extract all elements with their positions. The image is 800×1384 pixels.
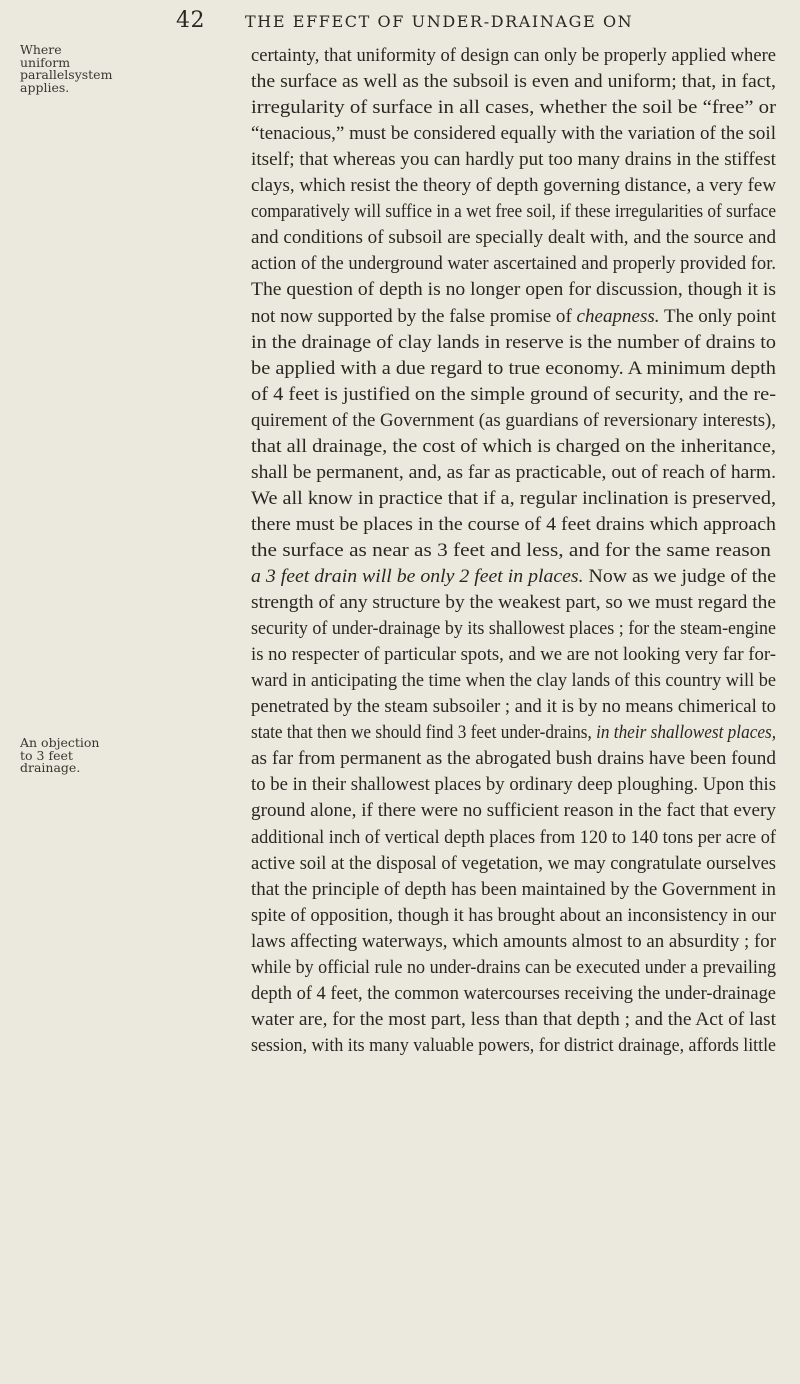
text-line: laws affecting waterways, which amounts almost to an absurdity ; for bbox=[251, 930, 776, 952]
text-line: action of the underground water ascertained and properly provided for. bbox=[251, 253, 776, 275]
text-line: spite of opposition, though it has brought about an inconsistency in our bbox=[251, 904, 776, 926]
text-line: while by official rule no under-drains can be executed under a prevailing bbox=[251, 956, 776, 978]
text-line: that the principle of depth has been maintained by the Government in bbox=[251, 878, 776, 900]
margin-note-line: Where bbox=[20, 42, 62, 57]
margin-note-line: uniform bbox=[20, 54, 71, 70]
running-head: THE EFFECT OF UNDER-DRAINAGE ON bbox=[245, 12, 634, 31]
text-line: penetrated by the steam subsoiler ; and it is by no means chimerical to bbox=[251, 696, 776, 718]
text-line: clays, which resist the theory of depth governing distance, a very few bbox=[251, 175, 776, 197]
text-line: comparatively will suffice in a wet free soil, if these irregularities of surface bbox=[251, 201, 776, 223]
text-line: a 3 feet drain will be only 2 feet in places. Now as we judge of the bbox=[251, 566, 776, 587]
margin-note-line: parallelsystem bbox=[20, 67, 113, 82]
text-line: “tenacious,” must be considered equally with the variation of the soil bbox=[251, 123, 776, 145]
text-line: as far from permanent as the abrogated bush drains have been found bbox=[251, 748, 776, 770]
text-line: itself; that whereas you can hardly put too many drains in the stiffest bbox=[251, 149, 776, 171]
text-line: strength of any structure by the weakest part, so we must regard the bbox=[251, 592, 776, 614]
margin-note-line: to 3 feet bbox=[20, 747, 73, 763]
text-line: in the drainage of clay lands in reserve is the number of drains to bbox=[251, 331, 776, 353]
text-line: of 4 feet is justified on the simple ground of security, and the re- bbox=[251, 383, 776, 405]
text-line: and conditions of subsoil are specially dealt with, and the source and bbox=[251, 227, 776, 249]
text-line: additional inch of vertical depth places from 120 to 140 tons per acre of bbox=[251, 826, 776, 848]
text-line: be applied with a due regard to true economy. A minimum depth bbox=[251, 357, 776, 379]
text-line: The question of depth is no longer open for discussion, though it is bbox=[251, 279, 776, 301]
text-line: We all know in practice that if a, regular inclination is preserved, bbox=[251, 487, 776, 509]
text-line: certainty, that uniformity of design can only be properly applied where bbox=[251, 45, 776, 66]
text-line: is no respecter of particular spots, and we are not looking very far for- bbox=[251, 644, 776, 666]
text-line: the surface as well as the subsoil is even and uniform; that, in fact, bbox=[251, 71, 776, 93]
margin-note-line: applies. bbox=[20, 79, 70, 95]
text-line: state that then we should find 3 feet under-drains, in their shallowest places, bbox=[251, 722, 776, 744]
page-number: 42 bbox=[176, 8, 205, 33]
page-header bbox=[0, 8, 800, 38]
text-line: shall be permanent, and, as far as practicable, out of reach of harm. bbox=[251, 461, 776, 483]
text-line: not now supported by the false promise of cheapness. The only point bbox=[251, 305, 776, 327]
text-line: irregularity of surface in all cases, whether the soil be “free” or bbox=[251, 97, 776, 119]
text-line: active soil at the disposal of vegetation, we may congratulate ourselves bbox=[251, 852, 776, 874]
text-line: depth of 4 feet, the common watercourses receiving the under-drainage bbox=[251, 982, 776, 1004]
margin-note-line: drainage. bbox=[20, 760, 81, 775]
text-line: quirement of the Government (as guardians of reversionary interests), bbox=[251, 409, 776, 431]
text-line: ground alone, if there were no sufficient reason in the fact that every bbox=[251, 800, 776, 822]
margin-note-line: An objection bbox=[20, 735, 100, 750]
text-line: session, with its many valuable powers, for district drainage, affords little bbox=[251, 1034, 776, 1056]
text-line: the surface as near as 3 feet and less, and for the same reason bbox=[251, 539, 771, 561]
text-line: there must be places in the course of 4 feet drains which approach bbox=[251, 513, 776, 535]
text-line: ward in anticipating the time when the clay lands of this country will be bbox=[251, 670, 776, 692]
text-line: water are, for the most part, less than that depth ; and the Act of last bbox=[251, 1008, 776, 1030]
text-line: security of under-drainage by its shallowest places ; for the steam-engine bbox=[251, 618, 776, 640]
text-line: to be in their shallowest places by ordinary deep ploughing. Upon this bbox=[251, 774, 776, 796]
text-line: that all drainage, the cost of which is charged on the inheritance, bbox=[251, 435, 776, 457]
